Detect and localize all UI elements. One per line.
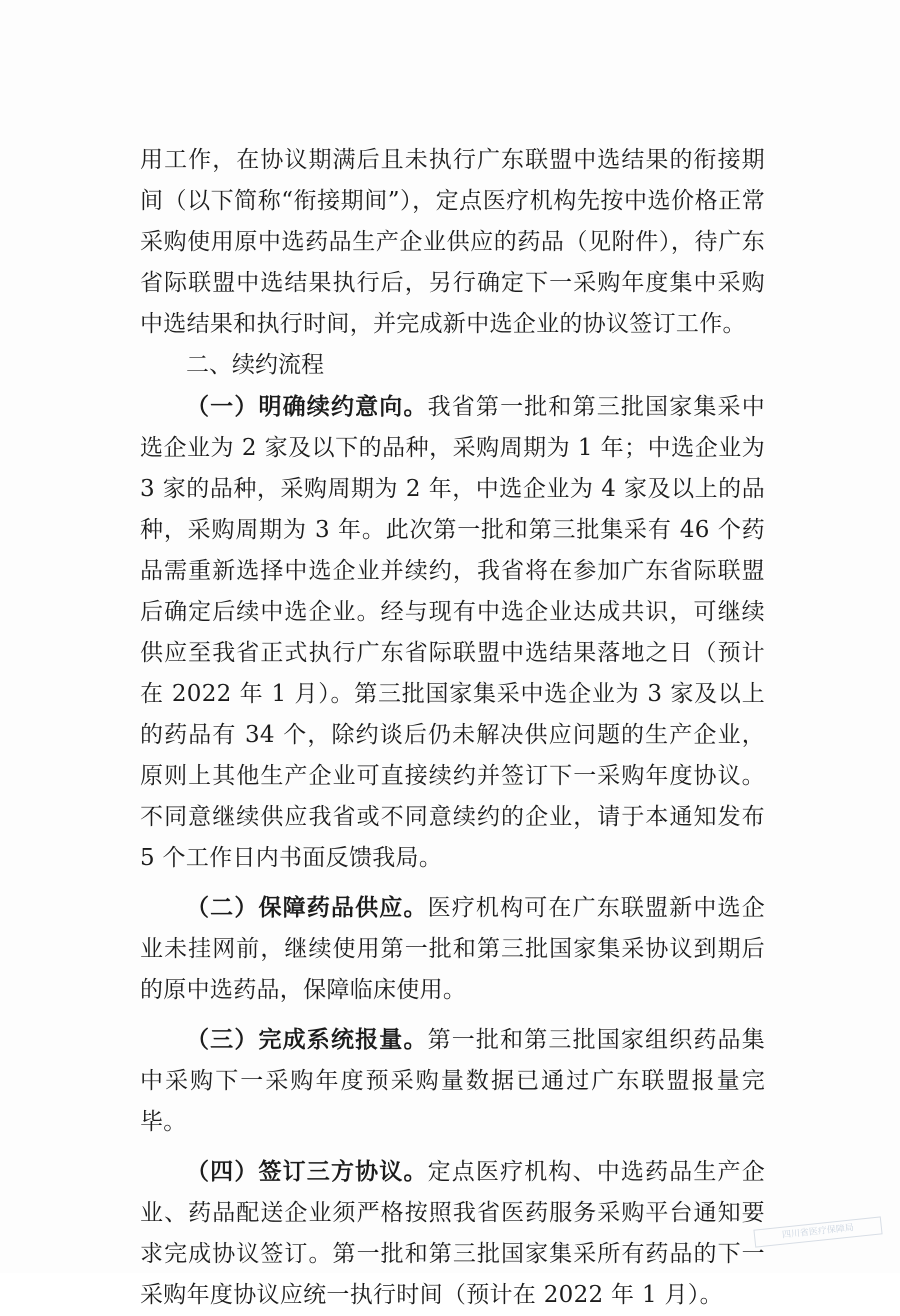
paragraph-item-1 [140,386,765,879]
item-2-text: 医疗机构可在广东联盟新中选企业未挂网前，继续使用第一批和第三批国家集采协议到期后的原中选药品，保障临床使用。 [140,895,765,1003]
item-1-text: 我省第一批和第三批国家集采中选企业为 2 家及以下的品种，采购周期为 1 年；中选企业为 3 家的品种，采购周期为 2 年，中选企业为 4 家及以上的品种，采购周期为 3 年。此次第一批和第三批集采有 46 个药品需重新选择中选企业并续约，我省将在参加广东省际联盟后确定后续中选企业。经与现有中选企业达成共识，可继续供应至我省正式执行广东省际联盟中选结果落地之日（预计在 2022 年 1 月）。第三批国家集采中选企业为 3 家及以上的药品有 34 个，除约谈后仍未解决供应问题的生产企业，原则上其他生产企业可直接续约并签订下一采购年度协议。不同意继续供应我省或不同意续约的企业，请于本通知发布 5 个工作日内书面反馈我局。 [140,394,765,871]
paragraph-gap [140,879,765,887]
section-heading-renewal-process: 二、续约流程 [186,352,324,378]
item-3-text: 第一批和第三批国家组织药品集中采购下一采购年度预采购量数据已通过广东联盟报量完毕。 [140,1027,765,1135]
item-3-label: （三）完成系统报量。 [186,1026,428,1053]
watermark-stamp: 四川省医疗保障局 [753,1216,882,1247]
paragraph-item-2 [140,887,765,1011]
paragraph-item-4 [140,1151,765,1316]
item-2-label: （二）保障药品供应。 [186,894,428,921]
item-4-text: 定点医疗机构、中选药品生产企业、药品配送企业须严格按照我省医药服务采购平台通知要求完成协议签订。第一批和第三批国家集采所有药品的下一采购年度协议应统一执行时间（预计在 2022 年 1 月）。 [140,1159,765,1308]
paragraph-gap [140,1011,765,1019]
paragraph-item-3 [140,1019,765,1143]
document-body [140,140,765,1316]
item-4-label: （四）签订三方协议。 [186,1158,428,1185]
item-1-label: （一）明确续约意向。 [186,393,428,420]
paragraph-continuation: 用工作，在协议期满后且未执行广东联盟中选结果的衔接期间（以下简称“衔接期间”），定点医疗机构先按中选价格正常采购使用原中选药品生产企业供应的药品（见附件），待广东省际联盟中选结果执行后，另行确定下一采购年度集中采购中选结果和执行时间，并完成新中选企业的协议签订工作。 [140,147,765,337]
paragraph-gap [140,1143,765,1151]
